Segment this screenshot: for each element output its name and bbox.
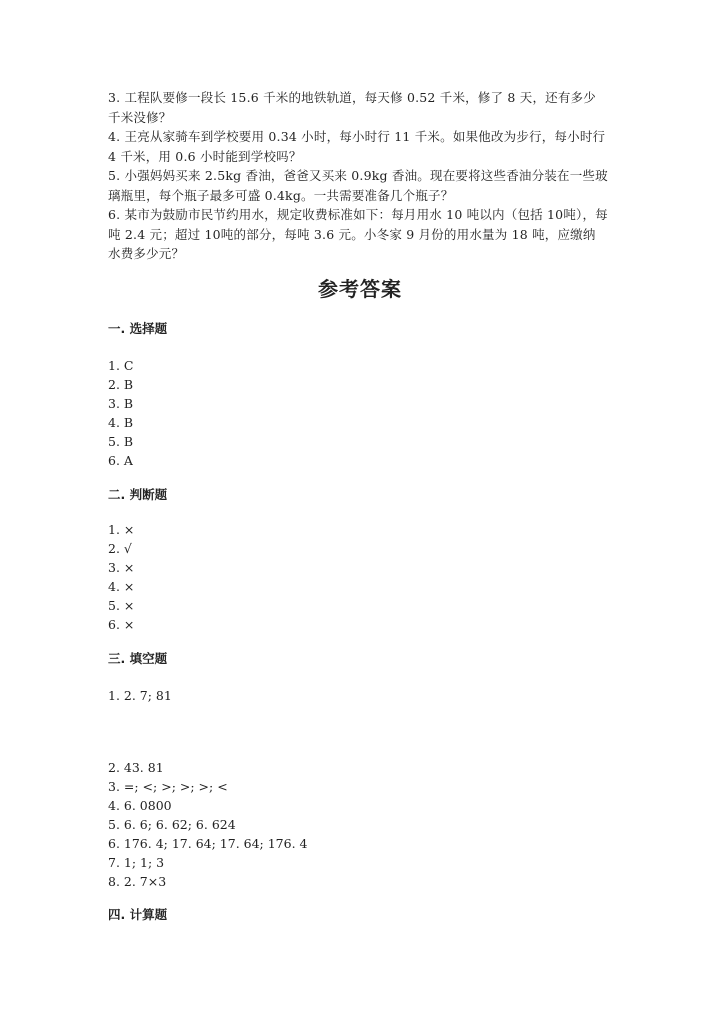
word-problems bbox=[108, 88, 608, 264]
section-heading-judge: 二. 判断题 bbox=[108, 487, 168, 502]
list-item: 6. A bbox=[108, 453, 133, 468]
fill-answer-first bbox=[108, 686, 172, 705]
problem-3: 3. 工程队要修一段长 15.6 千米的地铁轨道，每天修 0.52 千米，修了 8 天，还有多少千米没修？ bbox=[108, 90, 596, 125]
list-item: 8. 2. 7×3 bbox=[108, 874, 167, 889]
answer-key-title: 参考答案 bbox=[318, 277, 402, 301]
fill-answer-list bbox=[108, 758, 308, 891]
list-item: 2. 43. 81 bbox=[108, 760, 164, 775]
list-item: 5. 6. 6; 6. 62; 6. 624 bbox=[108, 817, 236, 832]
list-item: 1. × bbox=[108, 522, 135, 537]
list-item: 7. 1; 1; 3 bbox=[108, 855, 165, 870]
problem-4: 4. 王亮从家骑车到学校要用 0.34 小时，每小时行 11 千米。如果他改为步行，每小时行 4 千米，用 0.6 小时能到学校吗？ bbox=[108, 129, 606, 164]
list-item: 1. C bbox=[108, 358, 134, 373]
list-item: 6. 176. 4; 17. 64; 17. 64; 176. 4 bbox=[108, 836, 308, 851]
list-item: 5. B bbox=[108, 434, 134, 449]
list-item: 3. =; <; >; >; >; < bbox=[108, 779, 228, 794]
section-heading-choice: 一. 选择题 bbox=[108, 321, 168, 336]
list-item: 3. × bbox=[108, 560, 135, 575]
section-heading-fill: 三. 填空题 bbox=[108, 651, 168, 666]
section-heading-calc: 四. 计算题 bbox=[108, 907, 168, 922]
problem-6: 6. 某市为鼓励市民节约用水，规定收费标准如下：每月用水 10 吨以内（包括 10吨），每吨 2.4 元；超过 10吨的部分，每吨 3.6 元。小冬家 9 月份的用水量为 18 吨，应缴纳水费多少元？ bbox=[108, 207, 608, 261]
problem-5: 5. 小强妈妈买来 2.5kg 香油，爸爸又买来 0.9kg 香油。现在要将这些香油分装在一些玻璃瓶里，每个瓶子最多可盛 0.4kg。一共需要准备几个瓶子？ bbox=[108, 168, 608, 203]
list-item: 2. √ bbox=[108, 541, 132, 556]
list-item: 6. × bbox=[108, 617, 135, 632]
list-item: 3. B bbox=[108, 396, 134, 411]
list-item: 1. 2. 7; 81 bbox=[108, 688, 172, 703]
judge-answer-list bbox=[108, 520, 134, 634]
list-item: 4. × bbox=[108, 579, 135, 594]
list-item: 5. × bbox=[108, 598, 135, 613]
list-item: 4. 6. 0800 bbox=[108, 798, 172, 813]
list-item: 2. B bbox=[108, 377, 134, 392]
choice-answer-list bbox=[108, 356, 133, 470]
list-item: 4. B bbox=[108, 415, 134, 430]
